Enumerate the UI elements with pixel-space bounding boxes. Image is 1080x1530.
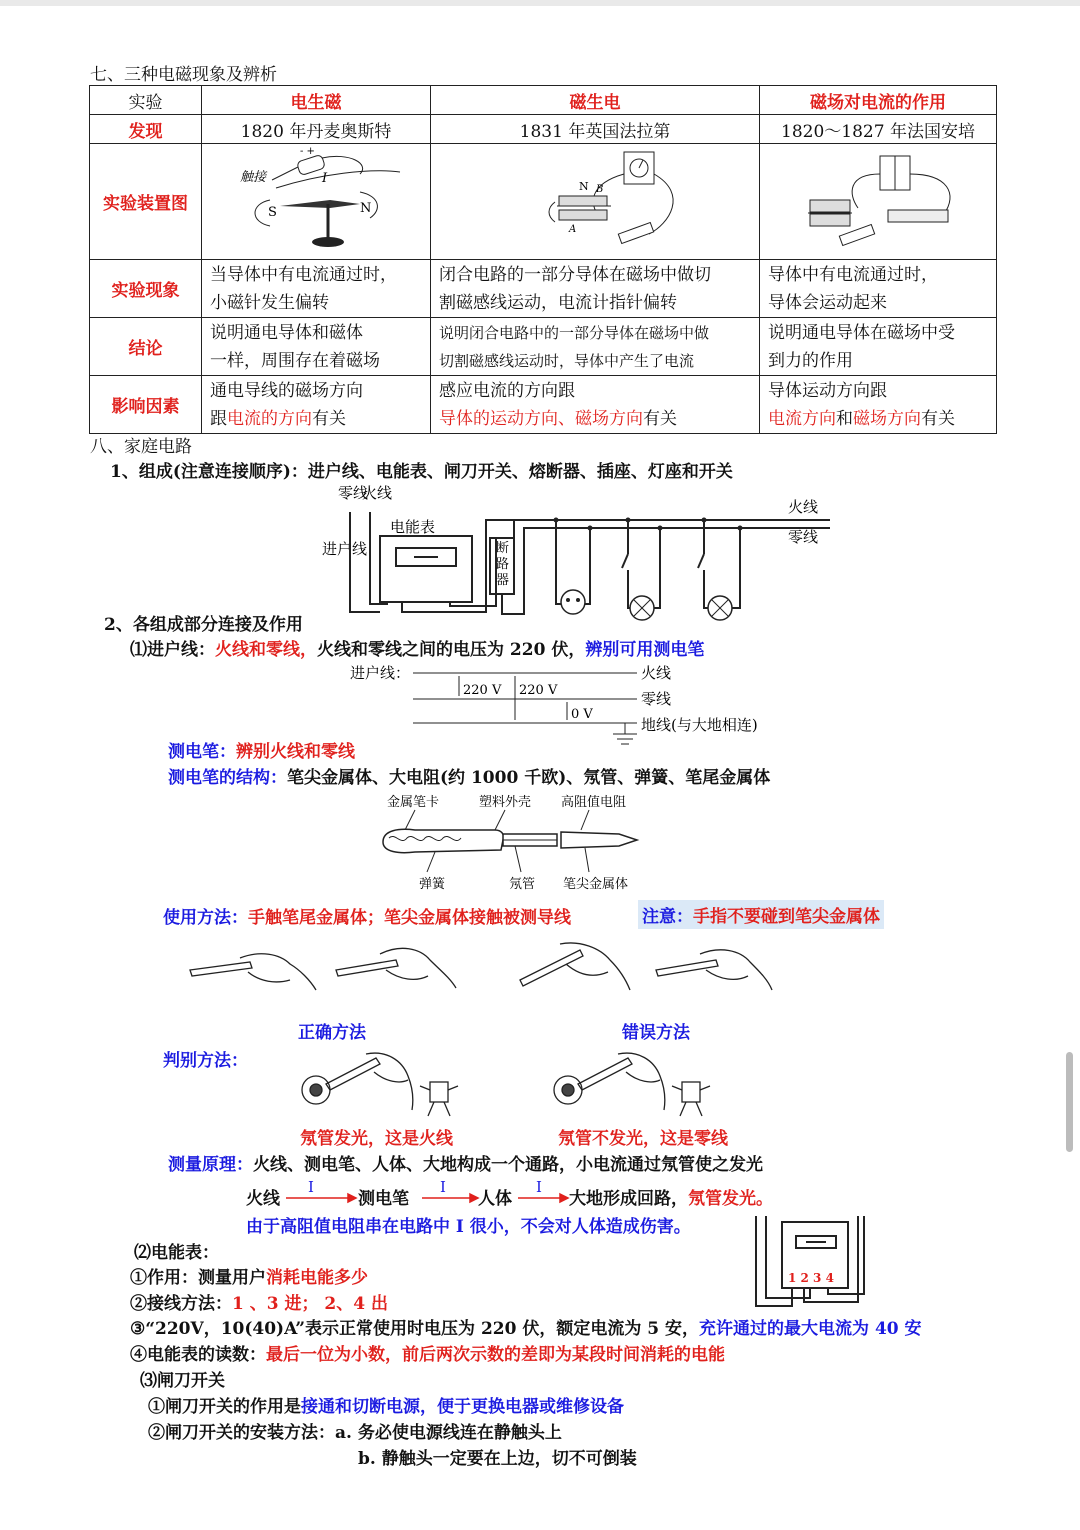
voltage-v1: 220 V bbox=[463, 683, 502, 698]
voltage-ground-label: 地线(与大地相连) bbox=[641, 716, 758, 734]
current-flow-c: 人体 bbox=[478, 1189, 512, 1209]
faraday-b-label: B bbox=[596, 184, 604, 195]
judging-illustrations bbox=[296, 1046, 716, 1124]
knife-switch-title: ⑶闸刀开关 bbox=[140, 1371, 225, 1391]
knife-switch-role: ①闸刀开关的作用是接通和切断电源，便于更换电器或维修设备 bbox=[148, 1397, 624, 1417]
faraday-apparatus-cell bbox=[431, 144, 760, 260]
pen-tip-label: 笔尖金属体 bbox=[563, 877, 629, 892]
flow-current-label: I bbox=[536, 1178, 542, 1196]
knife-switch-install: ②闸刀开关的安装方法：a. 务必使电源线连在静触头上 bbox=[148, 1423, 562, 1443]
entry-line-label: 进户线 bbox=[322, 540, 368, 558]
table-header: 实验 bbox=[90, 86, 202, 115]
table-cell: 1820 年丹麦奥斯特 bbox=[202, 115, 431, 144]
table-cell: 说明闭合电路中的一部分导体在磁场中做 切割磁感线运动时，导体中产生了电流 bbox=[431, 318, 760, 376]
table-cell: 当导体中有电流通过时， 小磁针发生偏转 bbox=[202, 260, 431, 318]
pen-neon-label: 氖管 bbox=[509, 877, 536, 892]
voltage-v3: 0 V bbox=[571, 707, 593, 722]
table-cell: 导体中有电流通过时， 导体会运动起来 bbox=[760, 260, 997, 318]
meter-reading: ④电能表的读数：最后一位为小数，前后两次示数的差即为某段时间消耗的电能 bbox=[130, 1345, 725, 1365]
flow-current-label: I bbox=[440, 1178, 446, 1196]
row-label: 结论 bbox=[90, 318, 202, 376]
meter-title: ⑵电能表： bbox=[134, 1243, 219, 1263]
meter-terminal-labels: 1 2 3 4 bbox=[788, 1271, 834, 1285]
section7-title: 七、三种电磁现象及辨析 bbox=[90, 65, 277, 85]
composition-line: 1、组成(注意连接顺序)：进户线、电能表、闸刀开关、熔断器、插座、灯座和开关 bbox=[110, 462, 733, 482]
row-label: 实验现象 bbox=[90, 260, 202, 318]
pen-holding-illustrations bbox=[180, 930, 780, 1010]
pen-clip-label: 金属笔卡 bbox=[387, 795, 440, 810]
knife-switch-install-b: b. 静触头一定要在上边，切不可倒装 bbox=[358, 1449, 637, 1469]
table-header: 磁生电 bbox=[431, 86, 760, 115]
table-cell: 1831 年英国法拉第 bbox=[431, 115, 760, 144]
table-cell: 说明通电导体和磁体 一样，周围存在着磁场 bbox=[202, 318, 431, 376]
current-flow-a: 火线 bbox=[246, 1189, 280, 1209]
table-cell: 1820～1827 年法国安培 bbox=[760, 115, 997, 144]
current-label: I bbox=[322, 171, 328, 186]
usage-method: 使用方法：手触笔尾金属体；笔尖金属体接触被测导线 bbox=[163, 908, 571, 928]
table-header: 电生磁 bbox=[202, 86, 431, 115]
zero-line-vertical-label: 零线 bbox=[338, 484, 369, 502]
voltage-entry-label: 进户线： bbox=[350, 664, 411, 682]
parts-heading: 2、各组成部分连接及作用 bbox=[104, 615, 303, 635]
ampere-apparatus-figure bbox=[768, 144, 988, 254]
current-flow-b: 测电笔 bbox=[358, 1189, 409, 1209]
table-cell: 说明通电导体在磁场中受 到力的作用 bbox=[760, 318, 997, 376]
table-cell: 闭合电路的一部分导体在磁场中做切 割磁感线运动，电流计指针偏转 bbox=[431, 260, 760, 318]
comparison-table bbox=[89, 85, 997, 434]
table-cell: 导体运动方向跟 电流方向和磁场方向有关 bbox=[760, 376, 997, 434]
page-top-bar bbox=[0, 0, 1080, 6]
flow-current-label: I bbox=[308, 1178, 314, 1196]
breaker-char: 断 bbox=[496, 541, 510, 556]
table-cell: 通电导线的磁场方向 跟电流的方向有关 bbox=[202, 376, 431, 434]
voltage-v2: 220 V bbox=[519, 683, 558, 698]
table-cell: 感应电流的方向跟 导体的运动方向、磁场方向有关 bbox=[431, 376, 760, 434]
oersted-apparatus-cell bbox=[202, 144, 431, 260]
pen-structure: 测电笔的结构：笔尖金属体、大电阻(约 1000 千欧)、氖管、弹簧、笔尾金属体 bbox=[168, 768, 771, 788]
wrong-method-label: 错误方法 bbox=[622, 1023, 690, 1043]
meter-wiring-diagram bbox=[752, 1214, 868, 1310]
row-label: 实验装置图 bbox=[90, 144, 202, 260]
current-flow-d: 大地形成回路，氖管发光。 bbox=[569, 1189, 773, 1209]
faraday-a-label: A bbox=[569, 224, 577, 235]
meter-wiring: ②接线方法：1 、3 进； 2、4 出 bbox=[130, 1294, 388, 1314]
meter-label: 电能表 bbox=[390, 518, 436, 536]
ampere-apparatus-cell bbox=[760, 144, 997, 260]
voltage-diagram bbox=[345, 660, 785, 750]
svg-text:- +: - + bbox=[300, 146, 315, 157]
section8-title: 八、家庭电路 bbox=[90, 437, 192, 457]
entry-line-text: ⑴进户线：火线和零线，火线和零线之间的电压为 220 伏，辨别可用测电笔 bbox=[130, 640, 705, 660]
household-circuit-diagram bbox=[310, 484, 840, 624]
judge-fire-text: 氖管发光，这是火线 bbox=[300, 1129, 453, 1149]
row-label: 发现 bbox=[90, 115, 202, 144]
faraday-n-label: N bbox=[579, 180, 589, 193]
faraday-apparatus-figure bbox=[439, 144, 751, 254]
fire-line-label: 火线 bbox=[788, 498, 819, 516]
judge-zero-text: 氖管不发光，这是零线 bbox=[558, 1129, 728, 1149]
usage-note: 注意：手指不要碰到笔尖金属体 bbox=[638, 900, 884, 929]
row-label: 影响因素 bbox=[90, 376, 202, 434]
measure-principle: 测量原理：火线、测电笔、人体、大地构成一个通路，小电流通过氖管使之发光 bbox=[168, 1155, 763, 1175]
fire-line-vertical-label: 火线 bbox=[362, 484, 393, 502]
meter-function: ①作用：测量用户消耗电能多少 bbox=[130, 1268, 368, 1288]
voltage-fire-label: 火线 bbox=[641, 664, 672, 682]
pen-definition: 测电笔：辨别火线和零线 bbox=[168, 742, 355, 762]
touch-label: 触接 bbox=[240, 170, 267, 185]
safety-note: 由于高阻值电阻串在电路中 I 很小，不会对人体造成伤害。 bbox=[246, 1217, 691, 1237]
current-flow-arrows bbox=[282, 1178, 572, 1208]
meter-rating: ③“220V，10(40)A”表示正常使用时电压为 220 伏，额定电流为 5 安，充许通过的最大电流为 40 安 bbox=[130, 1319, 922, 1339]
judge-method-label: 判别方法： bbox=[163, 1051, 248, 1071]
pen-spring-label: 弹簧 bbox=[419, 877, 446, 892]
pen-resistor-label: 高阻值电阻 bbox=[561, 795, 627, 810]
breaker-char: 路 bbox=[496, 557, 510, 572]
north-pole-label: N bbox=[360, 201, 372, 216]
south-pole-label: S bbox=[268, 205, 277, 220]
scrollbar[interactable] bbox=[1066, 1052, 1073, 1152]
correct-method-label: 正确方法 bbox=[298, 1023, 366, 1043]
voltage-zero-label: 零线 bbox=[641, 690, 672, 708]
pen-shell-label: 塑料外壳 bbox=[479, 795, 532, 810]
test-pen-diagram bbox=[375, 790, 655, 898]
zero-line-label: 零线 bbox=[788, 528, 819, 546]
table-header: 磁场对电流的作用 bbox=[760, 86, 997, 115]
oersted-apparatus-figure bbox=[210, 144, 422, 254]
breaker-char: 器 bbox=[496, 573, 510, 588]
